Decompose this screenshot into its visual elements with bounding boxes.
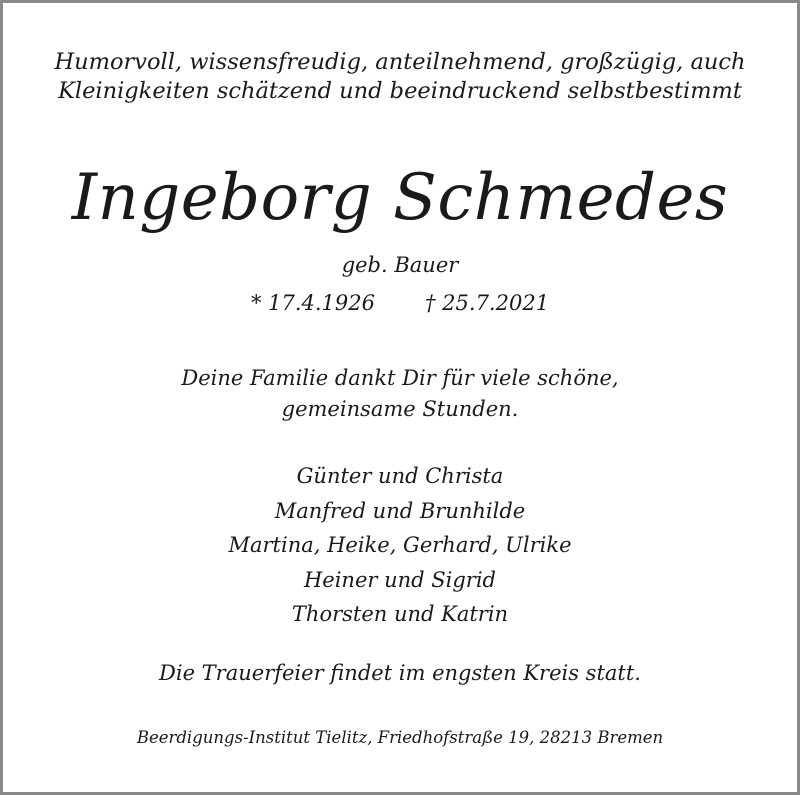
life-dates — [3, 289, 797, 317]
funeral-institute: Beerdigungs-Institut Tielitz, Friedhofstraße 19, 28213 Bremen — [136, 728, 664, 747]
thanks-line-2: gemeinsame Stunden. — [281, 397, 519, 421]
motto-line-2: Kleinigkeiten schätzend und beeindruckend selbstbestimmt — [58, 78, 742, 104]
family-member: Heiner und Sigrid — [303, 567, 497, 592]
family-list — [3, 459, 797, 632]
family-thanks — [3, 363, 797, 425]
death-date: † 25.7.2021 — [425, 291, 550, 315]
family-member: Manfred und Brunhilde — [274, 498, 526, 523]
maiden-name: geb. Bauer — [341, 253, 459, 277]
motto — [3, 48, 797, 106]
ceremony-note: Die Trauerfeier findet im engsten Kreis statt. — [159, 661, 641, 685]
motto-line-1: Humorvoll, wissensfreudig, anteilnehmend, großzügig, auch — [54, 49, 746, 75]
family-member: Thorsten und Katrin — [291, 602, 509, 626]
thanks-line-1: Deine Familie dankt Dir für viele schöne, — [181, 366, 619, 390]
deceased-name: Ingeborg Schmedes — [71, 161, 729, 235]
family-member: Günter und Christa — [296, 464, 504, 488]
birth-date: * 17.4.1926 — [250, 291, 375, 315]
family-member: Martina, Heike, Gerhard, Ulrike — [228, 533, 572, 557]
